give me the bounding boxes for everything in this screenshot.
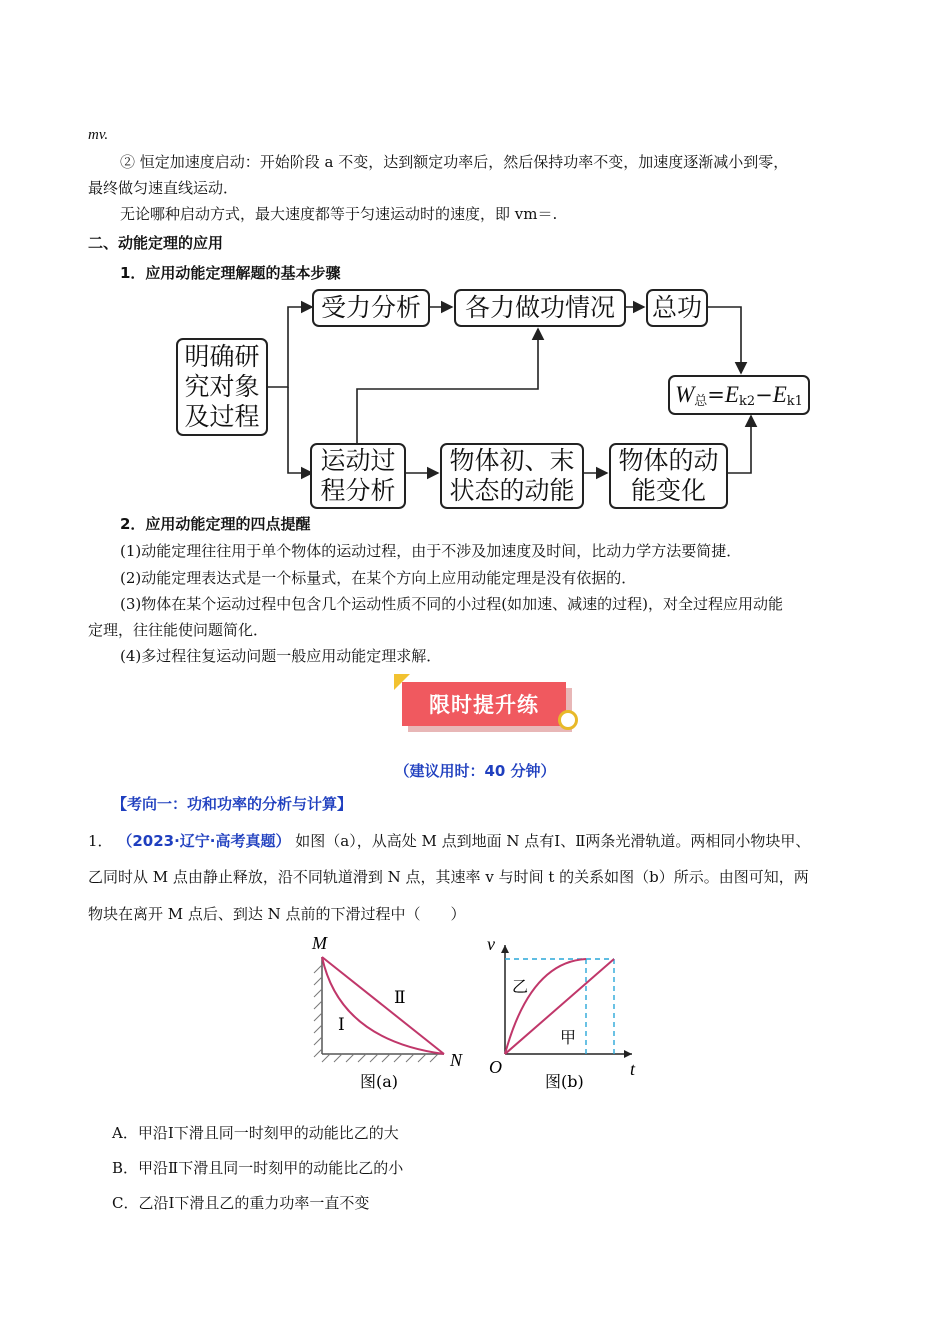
flow-box-start: 明确研究对象及过程 xyxy=(176,338,268,436)
question-line-2: 乙同时从 M 点由静止释放，沿不同轨道滑到 N 点，其速率 v 与时间 t 的关系如图（b）所示。由图可知，两 xyxy=(88,868,809,886)
flow-box-initial-final-states: 物体初、末状态的动能 xyxy=(440,443,584,509)
track-II xyxy=(322,957,444,1054)
time-hint: （建议用时：40 分钟） xyxy=(394,762,556,780)
caption-b: 图(b) xyxy=(545,1072,584,1091)
badge-label: 限时提升练 xyxy=(402,682,566,726)
text-line-mv: mv. xyxy=(88,127,109,143)
flow-box-force-analysis: 受力分析 xyxy=(312,289,430,327)
subheading-steps: 1．应用动能定理解题的基本步骤 xyxy=(120,264,341,282)
label-M: M xyxy=(312,933,327,953)
label-N: N xyxy=(450,1050,463,1070)
label-v: v xyxy=(487,934,495,954)
label-track-I: Ⅰ xyxy=(338,1015,345,1035)
reminder-3: (3)物体在某个运动过程中包含几个运动性质不同的小过程(如加速、减速的过程)，对全过程应用动能 xyxy=(120,595,783,613)
flow-box-formula: W 总 = E k2 − E k1 xyxy=(668,375,810,415)
figure-b xyxy=(487,934,636,1091)
flow-box-kinetic-energy-change: 物体的动能变化 xyxy=(609,443,728,509)
subheading-reminders: 2．应用动能定理的四点提醒 xyxy=(120,515,311,533)
reminder-4: (4)多过程往复运动问题一般应用动能定理求解． xyxy=(120,647,442,665)
section-heading: 二、动能定理的应用 xyxy=(88,234,224,252)
label-jia: 甲 xyxy=(560,1028,577,1047)
label-O: O xyxy=(489,1057,502,1077)
figure-a xyxy=(311,933,463,1091)
caption-a: 图(a) xyxy=(360,1072,399,1091)
option-A[interactable]: A．甲沿Ⅰ下滑且同一时刻甲的动能比乙的大 xyxy=(112,1124,399,1142)
flow-box-motion-analysis: 运动过程分析 xyxy=(310,443,406,509)
option-B[interactable]: B．甲沿Ⅱ下滑且同一时刻甲的动能比乙的小 xyxy=(112,1159,404,1177)
label-track-II: Ⅱ xyxy=(394,988,406,1008)
topic-heading: 【考向一：功和功率的分析与计算】 xyxy=(112,795,353,813)
option-C[interactable]: C．乙沿Ⅰ下滑且乙的重力功率一直不变 xyxy=(112,1194,370,1212)
reminder-1: (1)动能定理往往用于单个物体的运动过程，由于不涉及加速度及时间，比动力学方法要简捷． xyxy=(120,542,742,560)
reminder-3-cont: 定理，往往能使问题简化． xyxy=(88,621,269,639)
question-source: （2023·辽宁·高考真题） xyxy=(117,832,291,850)
question-text-1: 如图（a），从高处 M 点到地面 N 点有Ⅰ、Ⅱ两条光滑轨道。两相同小物块甲、 xyxy=(295,832,811,850)
text-line-uniform-motion: 最终做匀速直线运动． xyxy=(88,179,239,197)
question-number: 1． xyxy=(88,832,113,850)
flow-box-total-work: 总功 xyxy=(646,289,708,327)
question-line-3: 物块在离开 M 点后、到达 N 点前的下滑过程中（ ） xyxy=(88,905,466,923)
label-yi: 乙 xyxy=(512,977,529,996)
flow-box-work: 各力做功情况 xyxy=(454,289,626,327)
text-line-constant-acceleration: ② 恒定加速度启动：开始阶段 a 不变，达到额定功率后，然后保持功率不变，加速度逐渐减小到零， xyxy=(120,153,789,171)
text-line-max-speed: 无论哪种启动方式，最大速度都等于匀速运动时的速度，即 vm＝. xyxy=(120,205,558,223)
reminder-2: (2)动能定理表达式是一个标量式，在某个方向上应用动能定理是没有依据的． xyxy=(120,569,637,587)
label-t: t xyxy=(630,1059,636,1079)
